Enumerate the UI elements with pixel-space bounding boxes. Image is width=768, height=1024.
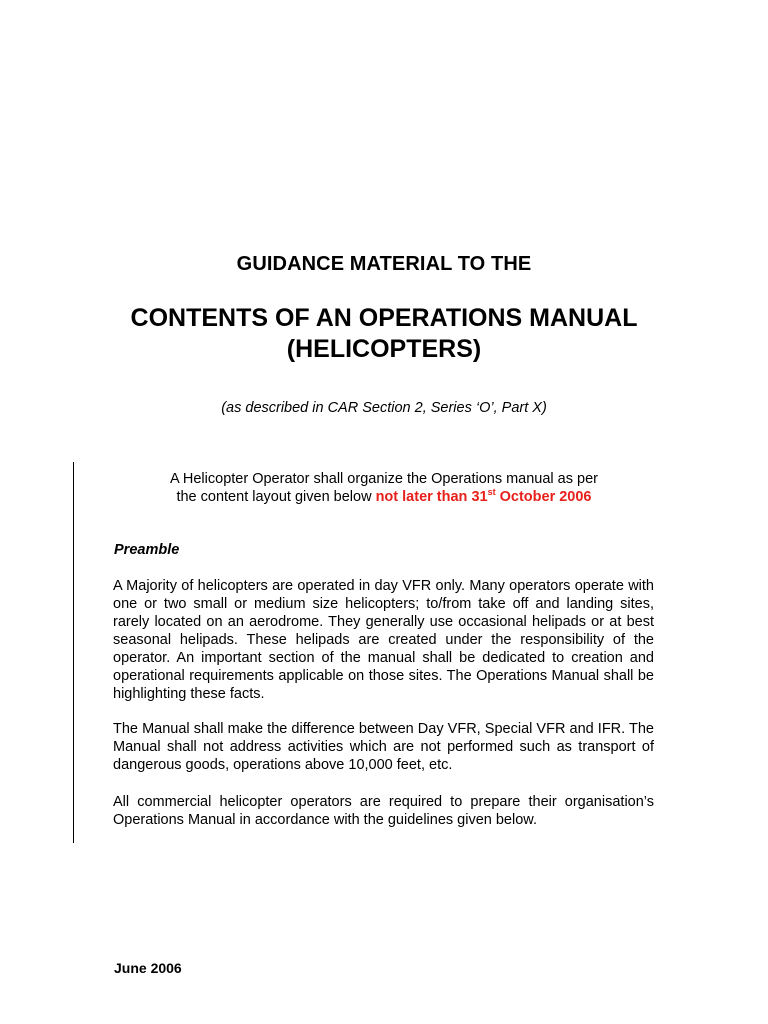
deadline-text	[376, 489, 592, 505]
deadline-suffix: October 2006	[495, 489, 592, 505]
preamble-paragraph: A Majority of helicopters are operated in day VFR only. Many operators operate with one or two small or medium size helicopters; to/from take off and landing sites, rarely located on an aerodrome. They generally use occasional helipads or at best seasonal helipads. These helipads are created under the responsibility of the operator. An important section of the manual shall be dedicated to creation and operational requirements applicable on those sites. The Operations Manual shall be highlighting these facts.	[113, 578, 654, 702]
manual-scope-paragraph: The Manual shall make the difference between Day VFR, Special VFR and IFR. The Manual shall not address activities which are not performed such as transport of dangerous goods, operations above 10,000 feet, etc.	[113, 721, 654, 773]
operators-requirement-paragraph: All commercial helicopter operators are required to prepare their organisation’s Operations Manual in accordance with the guidelines given below.	[113, 794, 654, 828]
deadline-prefix: not later than 31	[375, 489, 488, 505]
document-title-line-1: CONTENTS OF AN OPERATIONS MANUAL	[130, 304, 638, 332]
preamble-heading: Preamble	[114, 542, 180, 558]
intro-statement	[0, 470, 768, 506]
document-title-line-2: (HELICOPTERS)	[286, 335, 482, 363]
heading-guidance-material: GUIDANCE MATERIAL TO THE	[236, 253, 532, 275]
revision-bar	[73, 462, 74, 843]
document-subtitle: (as described in CAR Section 2, Series ‘O’, Part X)	[221, 400, 547, 416]
intro-line-2-text: the content layout given below	[176, 489, 376, 505]
deadline-superscript: st	[487, 487, 496, 497]
document-title	[0, 303, 768, 365]
intro-line-2	[0, 488, 768, 506]
intro-line-1: A Helicopter Operator shall organize the Operations manual as per	[170, 471, 598, 487]
footer-date: June 2006	[114, 960, 182, 976]
